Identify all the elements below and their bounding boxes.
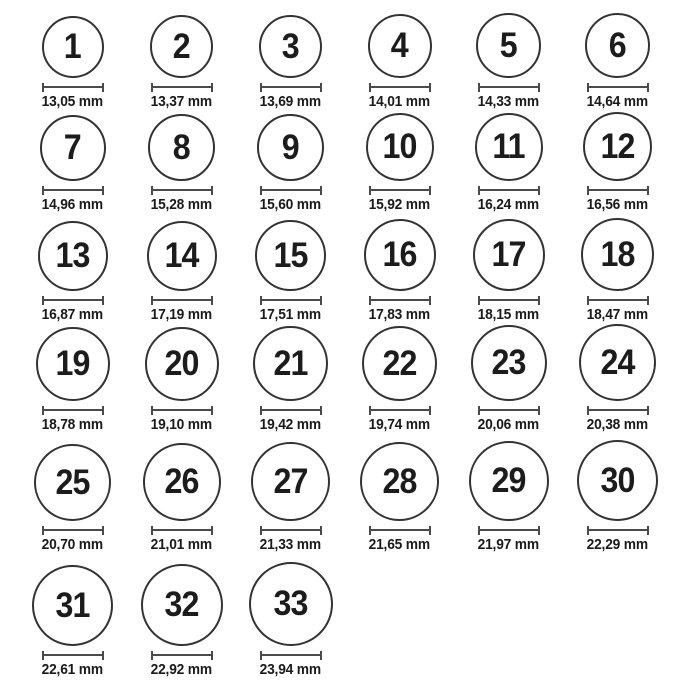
ring-size-item [236,220,345,323]
diameter-label: 14,01 mm [368,93,431,110]
ring-circle [251,442,330,521]
dimension-bar [153,299,211,301]
ring-size-item [345,219,454,323]
ring-circle [583,112,652,181]
ring-circle [475,113,543,181]
dimension-line [369,186,431,195]
ring-circle [253,326,328,401]
dimension-bar [262,409,320,411]
dimension-tick-right [429,406,431,415]
dimension-tick-right [211,296,213,305]
ring-size-item [127,443,236,553]
ring-size-item [127,15,236,110]
dimension-tick-right [647,296,649,305]
dimension-line [42,296,104,305]
ring-size-number: 9 [282,127,299,167]
diameter-label: 22,92 mm [150,661,213,678]
dimension-line [587,186,649,195]
ring-size-number: 25 [55,462,90,502]
dimension-bar [153,86,211,88]
diameter-label: 21,65 mm [368,536,431,553]
dimension-line [42,526,104,535]
ring-circle [360,442,439,521]
dimension-bar [371,86,429,88]
ring-size-number: 15 [273,235,308,275]
dimension-line [151,526,213,535]
ring-circle [579,324,656,401]
ring-circle [38,221,108,291]
dimension-line [260,651,322,660]
ring-size-number: 30 [600,460,635,500]
dimension-tick-right [320,526,322,535]
ring-circle [143,443,221,521]
ring-size-item [236,442,345,553]
ring-circle [141,564,223,646]
ring-size-number: 16 [382,235,417,274]
dimension-bar [44,529,102,531]
ring-size-item [345,326,454,433]
ring-circle [148,114,215,181]
dimension-bar [371,299,429,301]
dimension-line [478,296,540,305]
dimension-tick-right [538,186,540,195]
ring-size-number: 13 [55,236,90,275]
ring-circle [364,219,436,291]
dimension-bar [480,299,538,301]
dimension-line [42,186,104,195]
diameter-label: 13,05 mm [41,93,104,110]
dimension-bar [480,189,538,191]
ring-size-item [18,16,127,110]
dimension-tick-right [429,83,431,92]
diameter-label: 22,61 mm [41,661,104,678]
diameter-label: 20,70 mm [41,536,104,553]
dimension-line [260,296,322,305]
ring-size-item [345,113,454,213]
ring-size-item [236,114,345,213]
dimension-tick-right [647,406,649,415]
dimension-tick-right [320,83,322,92]
dimension-line [151,296,213,305]
dimension-line [587,83,649,92]
ring-circle [145,327,219,401]
dimension-line [587,296,649,305]
dimension-bar [589,86,647,88]
ring-size-item [127,114,236,213]
dimension-tick-right [320,186,322,195]
ring-size-number: 5 [500,25,517,65]
ring-size-number: 4 [391,26,408,65]
ring-size-item [18,444,127,553]
ring-size-number: 21 [273,343,308,383]
dimension-bar [153,189,211,191]
dimension-tick-right [320,296,322,305]
dimension-bar [480,86,538,88]
ring-size-number: 17 [491,235,526,274]
dimension-tick-right [102,406,104,415]
dimension-tick-right [211,651,213,660]
ring-size-item [563,218,672,323]
dimension-bar [480,529,538,531]
dimension-tick-right [647,526,649,535]
ring-size-number: 20 [164,344,199,383]
dimension-bar [153,409,211,411]
diameter-label: 18,47 mm [586,306,649,323]
dimension-tick-right [647,83,649,92]
dimension-line [42,406,104,415]
ring-circle [36,327,110,401]
ring-circle [259,15,322,78]
ring-size-row [18,322,700,432]
diameter-label: 21,97 mm [477,536,540,553]
ring-size-item [127,564,236,678]
dimension-tick-right [102,526,104,535]
dimension-line [260,406,322,415]
dimension-line [587,406,649,415]
dimension-line [260,526,322,535]
diameter-label: 21,33 mm [259,536,322,553]
diameter-label: 18,15 mm [477,306,540,323]
dimension-bar [153,529,211,531]
dimension-line [369,526,431,535]
dimension-bar [153,654,211,656]
ring-size-number: 8 [173,127,190,167]
ring-size-row [18,212,700,322]
dimension-bar [589,409,647,411]
ring-size-item [454,325,563,433]
dimension-bar [262,299,320,301]
dimension-tick-right [102,83,104,92]
diameter-label: 17,51 mm [259,306,322,323]
ring-circle [585,13,650,78]
dimension-tick-right [320,406,322,415]
ring-size-number: 24 [600,342,635,382]
ring-size-item [18,115,127,213]
ring-size-item [345,14,454,110]
dimension-bar [44,189,102,191]
dimension-tick-right [211,526,213,535]
diameter-label: 15,60 mm [259,196,322,213]
diameter-label: 21,01 mm [150,536,213,553]
diameter-label: 14,96 mm [41,196,104,213]
ring-size-number: 33 [273,584,308,623]
dimension-line [260,83,322,92]
ring-size-item [454,113,563,213]
ring-size-item [454,13,563,110]
dimension-line [369,406,431,415]
dimension-tick-right [102,186,104,195]
ring-size-item [563,13,672,110]
ring-size-item [236,326,345,433]
diameter-label: 14,33 mm [477,93,540,110]
ring-circle [40,115,106,181]
dimension-bar [44,86,102,88]
dimension-bar [371,409,429,411]
ring-size-number: 6 [609,25,626,65]
ring-circle [577,440,658,521]
ring-size-number: 18 [600,234,635,274]
diameter-label: 13,37 mm [150,93,213,110]
ring-circle [257,114,324,181]
diameter-label: 19,42 mm [259,416,322,433]
ring-size-item [454,441,563,553]
diameter-label: 22,29 mm [586,536,649,553]
ring-size-number: 32 [164,585,199,624]
dimension-line [151,83,213,92]
diameter-label: 14,64 mm [586,93,649,110]
diameter-label: 19,10 mm [150,416,213,433]
ring-circle [150,15,213,78]
diameter-label: 20,06 mm [477,416,540,433]
ring-size-number: 27 [273,461,308,501]
dimension-tick-right [538,296,540,305]
dimension-tick-right [211,186,213,195]
dimension-line [478,526,540,535]
diameter-label: 16,56 mm [586,196,649,213]
dimension-tick-right [538,83,540,92]
ring-size-row [18,0,700,109]
ring-circle [476,13,541,78]
diameter-label: 16,24 mm [477,196,540,213]
diameter-label: 13,69 mm [259,93,322,110]
dimension-tick-right [647,186,649,195]
ring-size-number: 7 [64,128,81,167]
dimension-line [42,651,104,660]
ring-circle [249,562,333,646]
ring-circle [469,441,549,521]
dimension-bar [44,654,102,656]
dimension-tick-right [538,406,540,415]
ring-size-item [236,15,345,110]
ring-size-number: 23 [491,343,526,382]
dimension-bar [371,189,429,191]
dimension-tick-right [102,651,104,660]
diameter-label: 18,78 mm [41,416,104,433]
diameter-label: 15,28 mm [150,196,213,213]
dimension-tick-right [429,526,431,535]
ring-size-number: 19 [55,344,90,383]
dimension-line [369,296,431,305]
diameter-label: 15,92 mm [368,196,431,213]
dimension-line [42,83,104,92]
ring-size-row [18,432,700,552]
dimension-line [478,83,540,92]
diameter-label: 23,94 mm [259,661,322,678]
ring-size-item [236,562,345,678]
ring-size-number: 29 [491,461,526,500]
dimension-line [260,186,322,195]
ring-size-number: 14 [164,236,199,275]
ring-size-item [127,327,236,433]
ring-size-row [18,552,700,677]
ring-size-item [563,440,672,553]
dimension-tick-right [102,296,104,305]
ring-size-row [18,109,700,212]
ring-circle [368,14,432,78]
dimension-line [369,83,431,92]
ring-size-item [563,324,672,433]
ring-circle [473,219,545,291]
dimension-line [478,186,540,195]
ring-size-number: 3 [282,26,299,66]
dimension-tick-right [538,526,540,535]
ring-circle [471,325,547,401]
diameter-label: 16,87 mm [41,306,104,323]
dimension-line [478,406,540,415]
ring-size-item [345,442,454,553]
ring-size-item [18,327,127,433]
dimension-bar [480,409,538,411]
dimension-tick-right [211,406,213,415]
dimension-tick-right [429,296,431,305]
ring-circle [581,218,654,291]
dimension-line [587,526,649,535]
ring-circle [362,326,437,401]
ring-circle [147,221,217,291]
ring-size-number: 12 [600,126,635,166]
ring-size-item [127,221,236,323]
diameter-label: 19,74 mm [368,416,431,433]
ring-circle [42,16,104,78]
dimension-bar [262,529,320,531]
ring-size-number: 11 [492,127,525,166]
ring-size-item [18,565,127,678]
ring-size-number: 28 [382,461,417,501]
ring-circle [366,113,434,181]
ring-size-number: 22 [382,343,417,383]
dimension-bar [589,299,647,301]
dimension-tick-right [429,186,431,195]
ring-size-number: 10 [382,127,417,166]
ring-size-number: 2 [173,26,190,66]
dimension-bar [262,189,320,191]
dimension-tick-right [211,83,213,92]
ring-circle [32,565,113,646]
ring-size-item [454,219,563,323]
ring-size-item [563,112,672,213]
ring-circle [34,444,111,521]
dimension-bar [371,529,429,531]
diameter-label: 20,38 mm [586,416,649,433]
dimension-tick-right [320,651,322,660]
dimension-bar [589,189,647,191]
ring-size-number: 31 [55,585,90,625]
ring-size-number: 26 [164,462,199,501]
ring-circle [255,220,326,291]
diameter-label: 17,19 mm [150,306,213,323]
dimension-bar [262,654,320,656]
diameter-label: 17,83 mm [368,306,431,323]
dimension-line [151,406,213,415]
dimension-bar [589,529,647,531]
dimension-line [151,651,213,660]
ring-size-item [18,221,127,323]
dimension-bar [262,86,320,88]
ring-size-number: 1 [64,27,81,66]
dimension-bar [44,299,102,301]
dimension-line [151,186,213,195]
dimension-bar [44,409,102,411]
